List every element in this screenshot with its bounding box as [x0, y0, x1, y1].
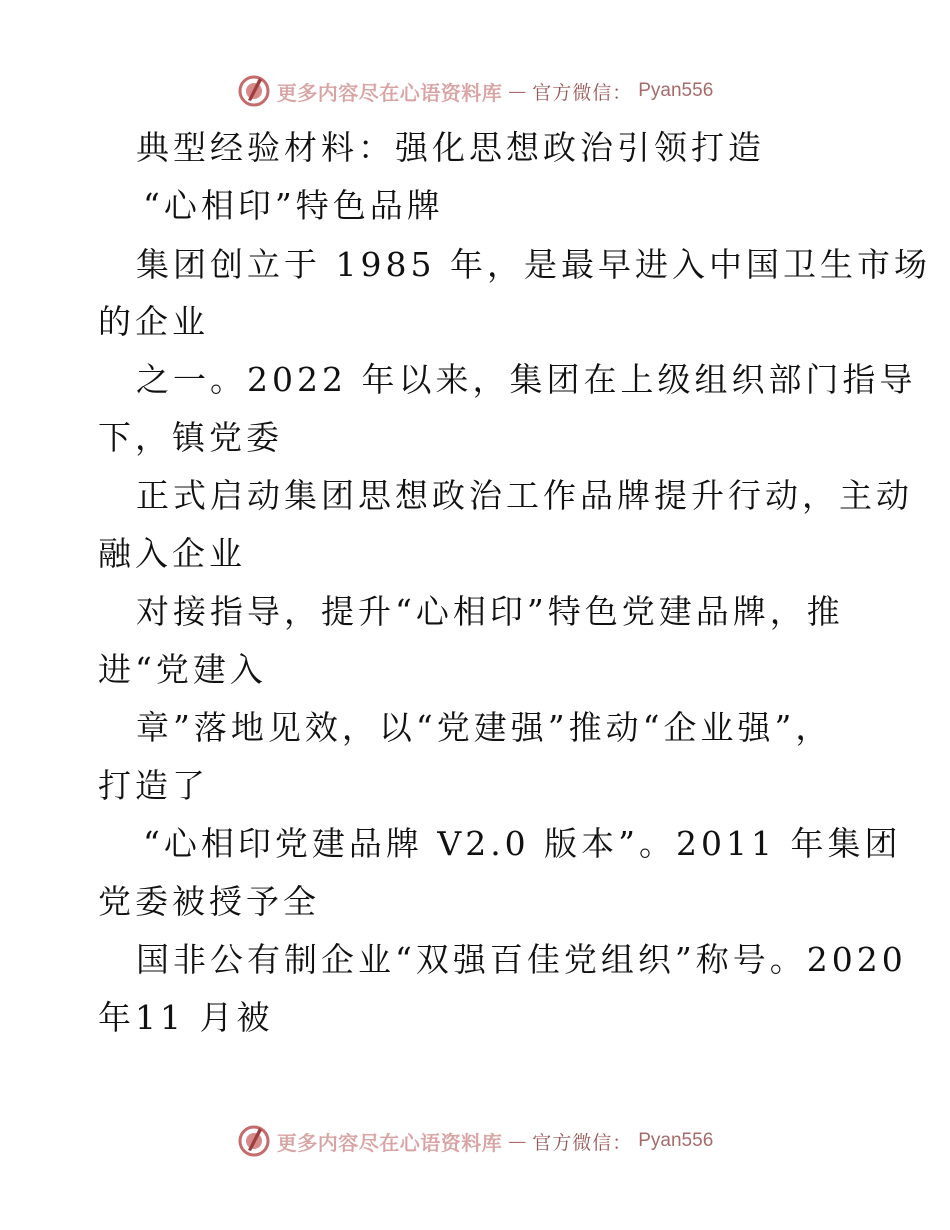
document-title-line-2: “心相印”特色品牌 [143, 186, 444, 225]
paragraph-line: 对接指导，提升“心相印”特色党建品牌，推 [136, 592, 844, 631]
paragraph-line: 下，镇党委 [98, 418, 283, 457]
watermark-brand: 更多内容尽在心语资料库 [276, 1130, 503, 1155]
paragraph-line: “心相印党建品牌 V2.0 版本”。2011 年集团 [143, 824, 902, 863]
paragraph-line: 正式启动集团思想政治工作品牌提升行动，主动 [136, 476, 913, 515]
paragraph-line: 进“党建入 [98, 650, 267, 689]
paragraph-line: 年11 月被 [98, 998, 274, 1037]
paragraph-line: 章”落地见效，以“党建强”推动“企业强”， [136, 708, 833, 747]
quill-seal-icon [237, 1124, 271, 1158]
footer-watermark [0, 1121, 950, 1161]
watermark-dash: — [508, 80, 527, 102]
paragraph-line: 融入企业 [98, 534, 246, 573]
document-title-line-1: 典型经验材料：强化思想政治引领打造 [136, 128, 765, 167]
paragraph-line: 的企业 [98, 302, 209, 341]
watermark-official-label: 官方微信： [532, 1131, 633, 1154]
paragraph-line: 党委被授予全 [98, 882, 320, 921]
header-watermark [0, 71, 950, 111]
paragraph-line: 集团创立于 1985 年，是最早进入中国卫生市场 [136, 245, 931, 284]
watermark-brand: 更多内容尽在心语资料库 [276, 80, 503, 105]
paragraph-line: 国非公有制企业“双强百佳党组织”称号。2020 [136, 940, 907, 979]
paragraph-line: 打造了 [98, 766, 209, 805]
watermark-wechat-id: Pyan556 [638, 1130, 714, 1151]
watermark-official-label: 官方微信： [532, 81, 633, 104]
paragraph-line: 之一。2022 年以来，集团在上级组织部门指导 [136, 360, 917, 399]
quill-seal-icon [237, 74, 271, 108]
watermark-dash: — [508, 1130, 527, 1152]
watermark-wechat-id: Pyan556 [638, 80, 714, 101]
